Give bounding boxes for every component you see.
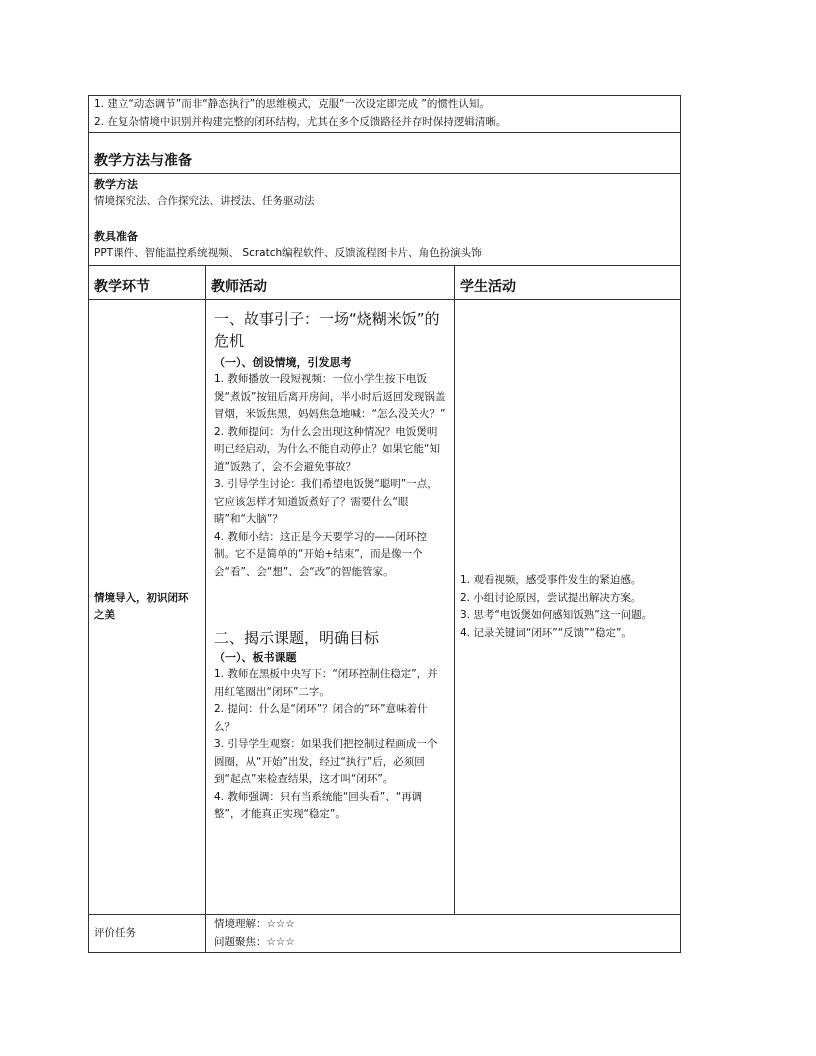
teacher-item: 2. 教师提问：为什么会出现这种情况？电饭煲明明已经启动，为什么不能自动停止？如果它能“知道”饭熟了，会不会避免事故？ [214, 425, 440, 473]
evaluation-item [214, 916, 675, 934]
stage-name: 情境导入，初识闭环之美 [94, 591, 189, 621]
evaluation-label: 评价任务 [89, 915, 206, 953]
teacher-item: 1. 教师在黑板中央写下：“闭环控制住稳定”，并用红笔圈出“闭环”二字。 [214, 668, 438, 698]
tools-label: 教具准备 [94, 229, 138, 243]
tools-text: PPT课件、智能温控系统视频、 Scratch编程软件、反馈流程图卡片、角色扮演头饰 [94, 246, 482, 259]
header-stage: 教学环节 [89, 266, 206, 300]
teacher-item: 1. 教师播放一段短视频：一位小学生按下电饭煲“煮饭”按钮后离开房间，半小时后返回发现锅盖冒烟，米饭焦黑，妈妈焦急地喊：“怎么没关火？” [214, 373, 446, 420]
part2-subtitle: （一）、板书课题 [214, 651, 297, 664]
evaluation-row [89, 915, 681, 953]
methods-row [89, 174, 681, 266]
evaluation-item-name: 问题聚焦： [214, 935, 267, 948]
star-rating: ☆☆☆ [266, 935, 295, 948]
evaluation-item [214, 934, 675, 952]
stage-cell [89, 300, 206, 915]
teacher-item: 3. 引导学生观察：如果我们把控制过程画成一个圆圈，从“开始”出发，经过“执行”后，必须回到“起点”来检查结果，这才叫“闭环”。 [214, 738, 438, 785]
objective-item: 2. 在复杂情境中识别并构建完整的闭环结构，尤其在多个反馈路径并存时保持逻辑清晰。 [94, 115, 507, 128]
content-row [89, 300, 681, 915]
student-activity-cell [455, 300, 681, 915]
lesson-plan-page [88, 95, 680, 953]
teacher-activity-cell [206, 300, 455, 915]
teacher-item: 2. 提问：什么是“闭环”？闭合的“环”意味着什么？ [214, 703, 428, 733]
student-item: 1. 观看视频，感受事件发生的紧迫感。 [460, 574, 642, 586]
evaluation-cell [206, 915, 681, 953]
methods-title-cell [89, 133, 681, 174]
student-item: 3. 思考“电饭煲如何感知饭熟”这一问题。 [460, 609, 653, 621]
section-title: 教学方法与准备 [94, 153, 192, 169]
teacher-item: 4. 教师小结：这正是今天要学习的——闭环控制。它不是简单的“开始+结束”，而是像一个会“看”、会“想”、会“改”的智能管家。 [214, 530, 427, 578]
lesson-plan-table [88, 95, 681, 953]
teacher-item: 3. 引导学生讨论：我们希望电饭煲“聪明”一点，它应该怎样才知道饭煮好了？需要什么“眼睛”和“大脑”？ [214, 478, 438, 525]
methods-title-row [89, 133, 681, 174]
part1-subtitle: （一）、创设情境，引发思考 [214, 356, 352, 369]
objectives-cell [89, 96, 681, 133]
methods-label: 教学方法 [94, 178, 138, 191]
student-item: 2. 小组讨论原因，尝试提出解决方案。 [460, 591, 642, 604]
objective-item: 1. 建立“动态调节”而非“静态执行”的思维模式，克服“一次设定即完成 ”的惯性认知。 [94, 98, 490, 110]
star-rating: ☆☆☆ [266, 918, 295, 930]
teacher-item: 4. 教师强调：只有当系统能“回头看”、“再调整”，才能真正实现“稳定”。 [214, 790, 423, 820]
table-header-row [89, 266, 681, 300]
header-student: 学生活动 [455, 266, 681, 300]
evaluation-item-name: 情境理解： [214, 918, 267, 930]
objectives-row [89, 96, 681, 133]
part2-title: 二、揭示课题，明确目标 [214, 629, 380, 647]
methods-cell [89, 174, 681, 266]
header-teacher: 教师活动 [206, 266, 455, 300]
part1-title: 一、故事引子：一场“烧糊米饭”的危机 [214, 310, 440, 350]
student-item: 4. 记录关键词“闭环”“反馈”“稳定”。 [460, 626, 632, 639]
methods-text: 情境探究法、合作探究法、讲授法、任务驱动法 [94, 195, 315, 207]
